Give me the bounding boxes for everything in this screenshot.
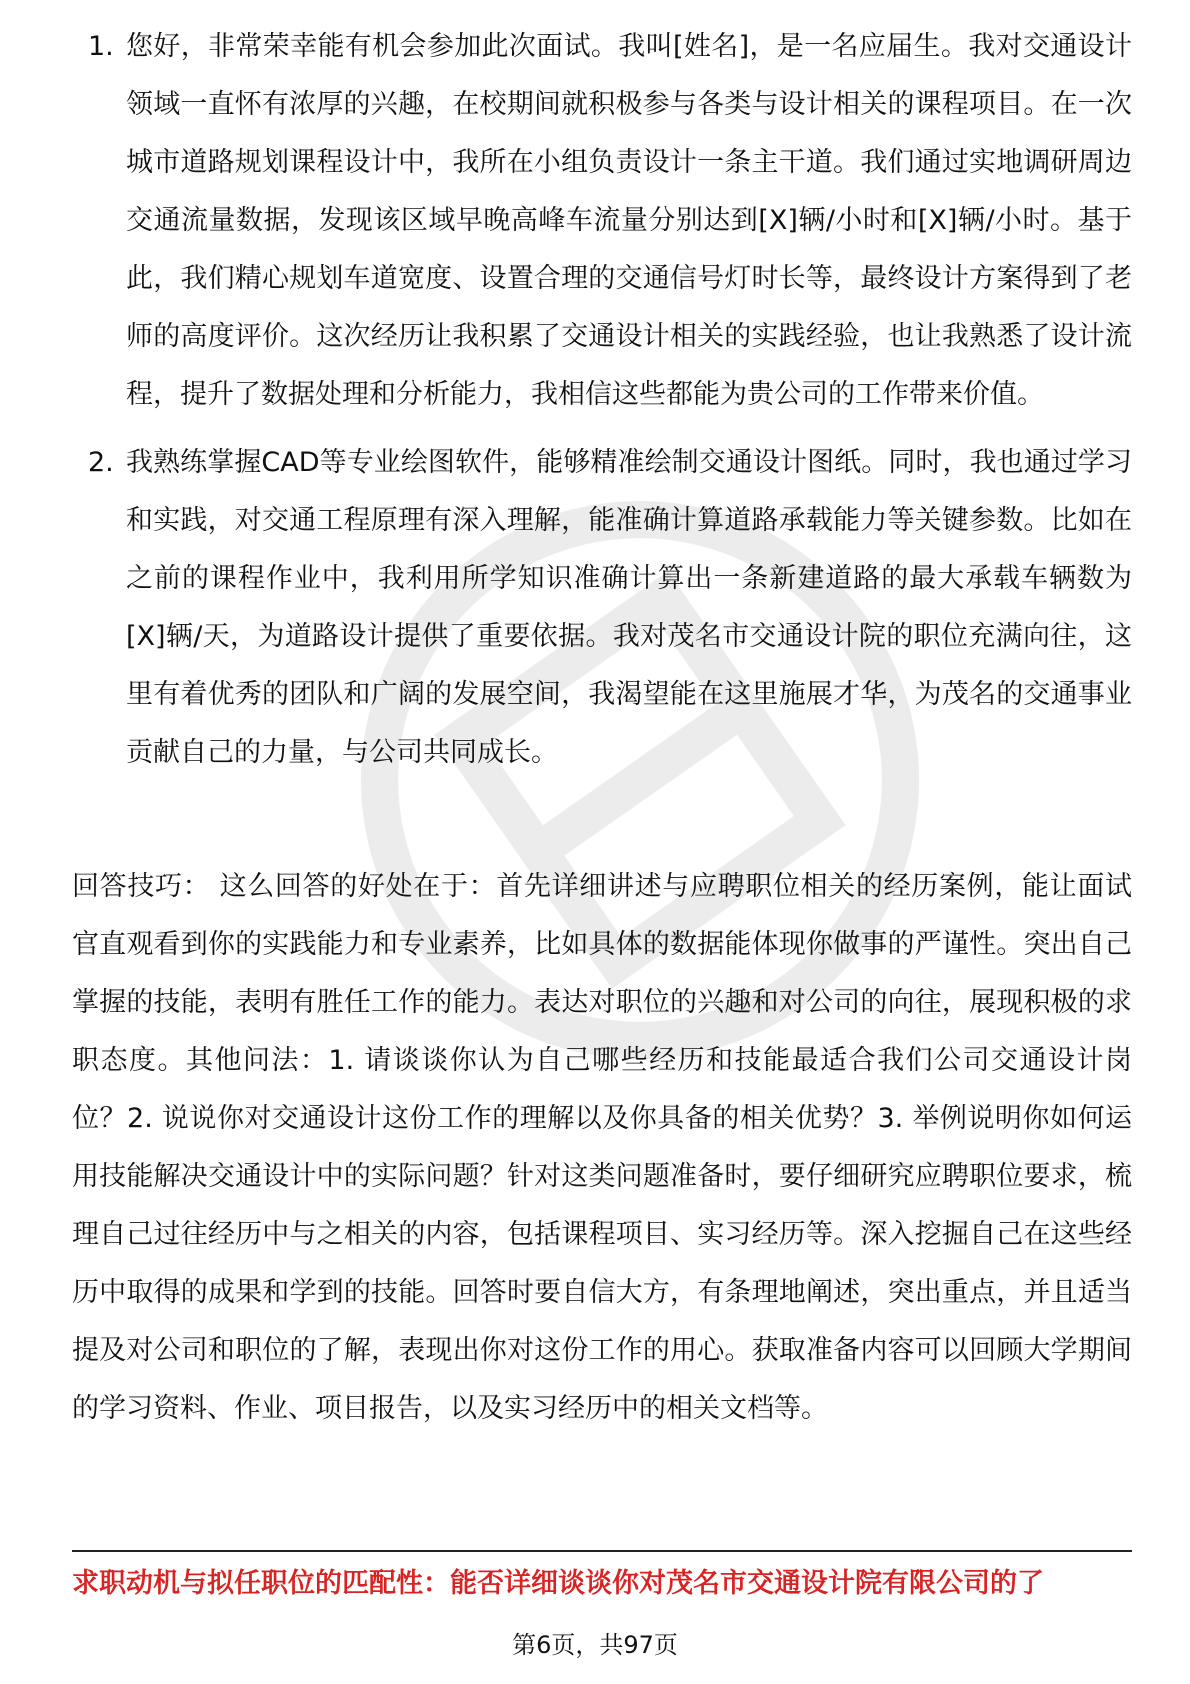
list-item-number: 2.: [88, 447, 114, 478]
list-item-text: 我熟练掌握CAD等专业绘图软件，能够精准绘制交通设计图纸。同时，我也通过学习和实践，对交通工程原理有深入理解，能准确计算道路承载能力等关键参数。比如在之前的课程作业中，我利用所学知识准确计算出一条新建道路的最大承载车辆数为[X]辆/天，为道路设计提供了重要依据。我对茂名市交通设计院的职位充满向往，这里有着优秀的团队和广阔的发展空间，我渴望能在这里施展才华，为茂名的交通事业贡献自己的力量，与公司共同成长。: [126, 447, 1132, 768]
list-item: [72, 18, 1132, 424]
list-item-text: 您好，非常荣幸能有机会参加此次面试。我叫[姓名]，是一名应届生。我对交通设计领域一直怀有浓厚的兴趣，在校期间就积极参与各类与设计相关的课程项目。在一次城市道路规划课程设计中，我所在小组负责设计一条主干道。我们通过实地调研周边交通流量数据，发现该区域早晚高峰车流量分别达到[X]辆/小时和[X]辆/小时。基于此，我们精心规划车道宽度、设置合理的交通信号灯时长等，最终设计方案得到了老师的高度评价。这次经历让我积累了交通设计相关的实践经验，也让我熟悉了设计流程，提升了数据处理和分析能力，我相信这些都能为贵公司的工作带来价值。: [126, 31, 1132, 410]
tips-text: 这么回答的好处在于：首先详细讲述与应聘职位相关的经历案例，能让面试官直观看到你的实践能力和专业素养，比如具体的数据能体现你做事的严谨性。突出自己掌握的技能，表明有胜任工作的能力。表达对职位的兴趣和对公司的向往，展现积极的求职态度。其他问法：1. 请谈谈你认为自己哪些经历和技能最适合我们公司交通设计岗位？2. 说说你对交通设计这份工作的理解以及你具备的相关优势？3. 举例说明你如何运用技能解决交通设计中的实际问题？针对这类问题准备时，要仔细研究应聘职位要求，梳理自己过往经历中与之相关的内容，包括课程项目、实习经历等。深入挖掘自己在这些经历中取得的成果和学到的技能。回答时要自信大方，有条理地阐述，突出重点，并且适当提及对公司和职位的了解，表现出你对这份工作的用心。获取准备内容可以回顾大学期间的学习资料、作业、项目报告，以及实习经历中的相关文档等。: [72, 871, 1132, 1424]
answer-tips-paragraph: [72, 858, 1132, 1438]
page-number-footer: 第6页，共97页: [512, 1631, 678, 1659]
tips-label: 回答技巧：: [72, 871, 211, 902]
answer-list: [72, 18, 1132, 782]
next-question-heading: 求职动机与拟任职位的匹配性：能否详细谈谈你对茂名市交通设计院有限公司的了: [72, 1568, 1044, 1599]
list-item: [72, 434, 1132, 782]
list-item-number: 1.: [88, 31, 114, 62]
section-divider: [72, 1550, 1132, 1552]
